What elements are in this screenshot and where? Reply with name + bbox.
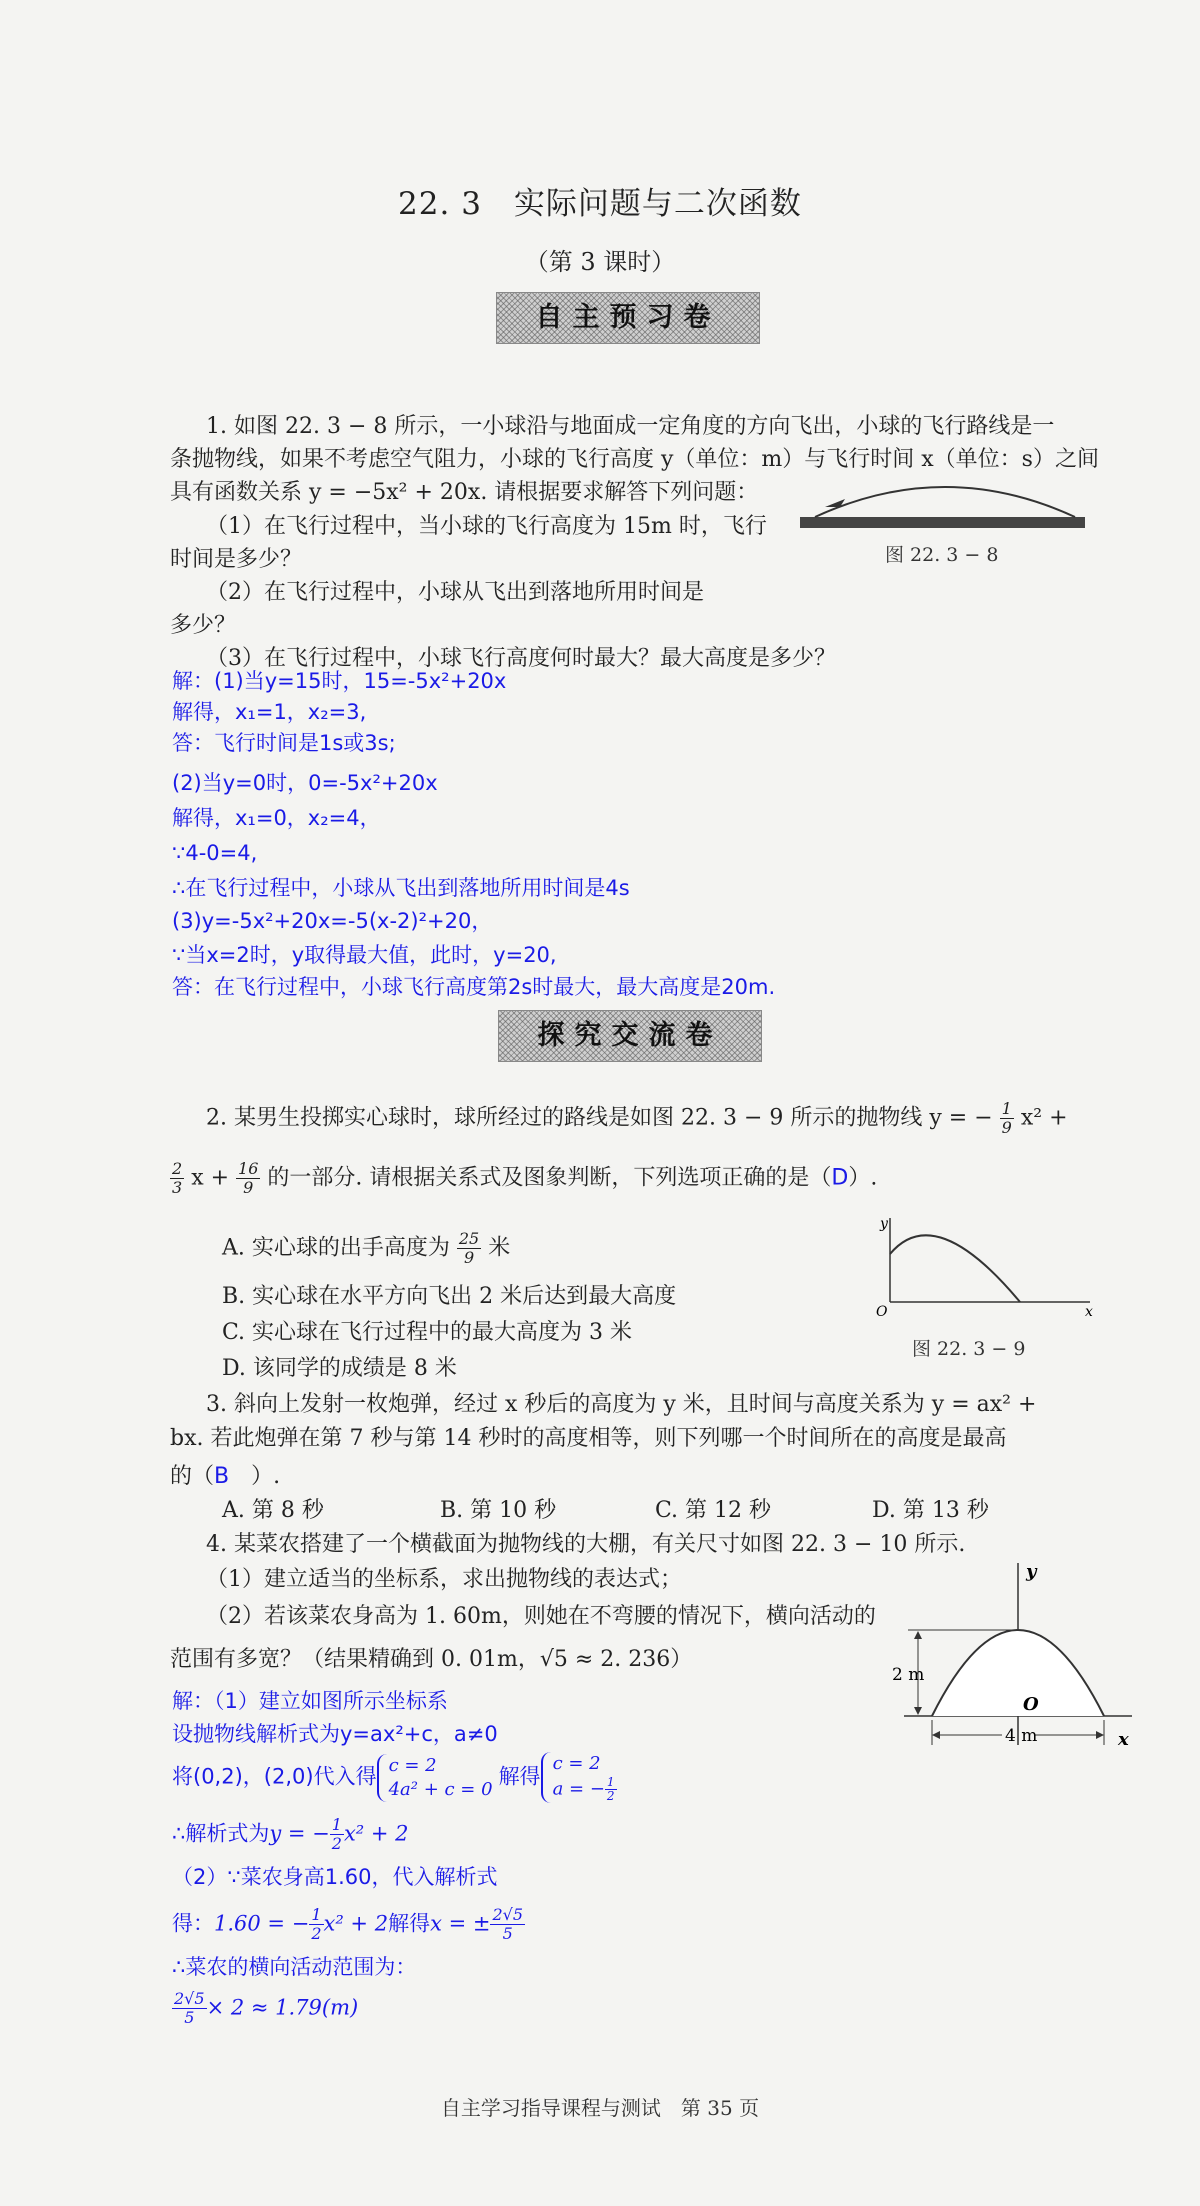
q1-part1-b: 时间是多少？ xyxy=(170,547,303,572)
answer4-line-6-tail: x² + 2 xyxy=(323,1911,389,1936)
figure-10-width-label: 4 m xyxy=(1005,1726,1038,1746)
q2-line-2 xyxy=(170,1160,877,1197)
page-footer: 自主学习指导课程与测试 第 35 页 xyxy=(440,2096,760,2120)
q3-line-3-end: ）. xyxy=(251,1464,281,1489)
q2-line-1 xyxy=(206,1100,1068,1137)
answer4-line-6-frac xyxy=(309,1906,323,1943)
q2-option-d: D. 该同学的成绩是 8 米 xyxy=(222,1356,457,1381)
q2-frac-3-num: 16 xyxy=(238,1159,259,1178)
q3-line-3 xyxy=(170,1462,280,1492)
answer4-line-4-text: ∴解析式为 xyxy=(172,1821,270,1846)
q2-line-1-text: 2. 某男生投掷实心球时，球所经过的路线是如图 22. 3 − 9 所示的抛物线 y = − xyxy=(206,1105,993,1131)
figure-caption-22-3-9: 图 22. 3 − 9 xyxy=(912,1338,1026,1360)
answer4-line-3 xyxy=(172,1752,623,1803)
height-arrow-down-icon xyxy=(914,1707,922,1715)
answer4-line-6-num: 1 xyxy=(311,1905,322,1924)
answer4-line-6-solve: 解得 xyxy=(388,1911,431,1936)
q1-part1-a: （1）在飞行过程中，当小球的飞行高度为 15m 时，飞行 xyxy=(206,514,767,539)
q2-option-a-den: 9 xyxy=(463,1248,475,1267)
answer4-system-1 xyxy=(377,1754,499,1802)
q1-part2-a: （2）在飞行过程中，小球从飞出到落地所用时间是 xyxy=(206,580,704,605)
flight-arc xyxy=(815,487,1075,517)
answer1-line-4: (2)当y=0时，0=-5x²+20x xyxy=(172,771,438,795)
trajectory-curve xyxy=(890,1235,1020,1302)
figure-10-origin-label: O xyxy=(1023,1694,1039,1715)
q3-option-a: A. 第 8 秒 xyxy=(222,1498,324,1523)
ground-bar xyxy=(800,517,1085,528)
q2-frac-1-num: 1 xyxy=(1001,1099,1012,1118)
section-banner-preview: 自主预习卷 xyxy=(496,292,760,344)
answer4-line-8-den: 5 xyxy=(184,2008,195,2027)
q4-line-1: 4. 某菜农搭建了一个横截面为抛物线的大棚，有关尺寸如图 22. 3 − 10 所示. xyxy=(206,1532,966,1557)
answer4-line-4-frac xyxy=(330,1816,344,1853)
answer1-line-2: 解得，x₁=1，x₂=3, xyxy=(172,700,367,724)
system-2-frac xyxy=(605,1776,617,1803)
figure-9-y-label: y xyxy=(880,1216,888,1232)
answer4-line-6-den-2: 5 xyxy=(502,1924,513,1943)
q1-line-3: 具有函数关系 y = −5x² + 20x. 请根据要求解答下列问题： xyxy=(170,480,759,505)
q2-line-1-tail: x² + xyxy=(1020,1105,1068,1131)
q3-option-c: C. 第 12 秒 xyxy=(655,1498,772,1523)
system-2-frac-num: 1 xyxy=(606,1775,615,1789)
answer4-line-4-den: 2 xyxy=(331,1834,342,1853)
q2-option-a-num: 25 xyxy=(458,1229,480,1248)
q2-line-2-text: 的一部分. 请根据关系式及图象判断，下列选项正确的是（ xyxy=(267,1165,832,1191)
q2-option-a-unit: 米 xyxy=(488,1235,511,1261)
figure-22-3-8 xyxy=(795,475,1090,535)
q4-part2-b: 范围有多宽？（结果精确到 0. 01m，√5 ≈ 2. 236） xyxy=(170,1647,693,1672)
q4-part2-a: （2）若该菜农身高为 1. 60m，则她在不弯腰的情况下，横向活动的 xyxy=(206,1604,876,1629)
answer1-line-8: (3)y=-5x²+20x=-5(x-2)²+20， xyxy=(172,909,493,933)
q2-option-a-frac xyxy=(457,1230,481,1267)
section-banner-explore: 探究交流卷 xyxy=(498,1010,762,1062)
answer1-line-10: 答：在飞行过程中，小球飞行高度第2s时最大，最大高度是20m. xyxy=(172,975,776,999)
system-2-row-1: c = 2 xyxy=(552,1753,601,1774)
q1-line-2: 条抛物线，如果不考虑空气阻力，小球的飞行高度 y（单位：m）与飞行时间 x（单位：s）之间 xyxy=(170,447,1099,472)
figure-22-3-10 xyxy=(890,1555,1140,1750)
answer4-line-6-num-2: 2√5 xyxy=(492,1905,524,1924)
answer4-line-6-eq: 1.60 = − xyxy=(214,1911,310,1936)
answer4-line-6 xyxy=(172,1906,525,1943)
q2-frac-2 xyxy=(170,1160,184,1197)
answer1-line-5: 解得，x₁=0，x₂=4， xyxy=(172,806,381,830)
q2-frac-3-den: 9 xyxy=(243,1178,254,1197)
q2-option-b: B. 实心球在水平方向飞出 2 米后达到最大高度 xyxy=(222,1284,677,1309)
answer1-line-7: ∴在飞行过程中，小球从飞出到落地所用时间是4s xyxy=(172,876,630,900)
q2-frac-1-den: 9 xyxy=(1001,1118,1012,1137)
answer4-line-3-solve: 解得 xyxy=(498,1764,541,1789)
answer4-line-8-tail: × 2 ≈ 1.79(m) xyxy=(206,1995,359,2020)
answer4-line-6-den: 2 xyxy=(311,1924,322,1943)
q3-option-d: D. 第 13 秒 xyxy=(872,1498,989,1523)
answer4-line-8-num: 2√5 xyxy=(174,1989,205,2008)
figure-10-height-label: 2 m xyxy=(892,1665,925,1685)
q2-frac-2-den: 3 xyxy=(172,1178,183,1197)
answer4-line-4 xyxy=(172,1816,409,1853)
answer1-line-1: 解：(1)当y=15时，15=-5x²+20x xyxy=(172,669,507,693)
answer1-line-3: 答：飞行时间是1s或3s; xyxy=(172,731,396,755)
q2-line-2-mid: x + xyxy=(191,1165,230,1191)
figure-10-y-label: y xyxy=(1026,1561,1037,1582)
q2-line-2-end: ）. xyxy=(848,1165,878,1191)
height-arrow-up-icon xyxy=(914,1631,922,1639)
answer4-line-3-text: 将(0,2)，(2,0)代入得 xyxy=(172,1764,377,1789)
answer4-line-2: 设抛物线解析式为y=ax²+c，a≠0 xyxy=(172,1722,498,1746)
answer4-line-6-x: x = ± xyxy=(430,1911,491,1936)
q2-answer: D xyxy=(831,1165,849,1191)
q2-option-c: C. 实心球在飞行过程中的最大高度为 3 米 xyxy=(222,1320,633,1345)
figure-9-origin-label: O xyxy=(876,1304,888,1320)
q2-frac-2-num: 2 xyxy=(172,1159,183,1178)
answer4-line-4-tail: x² + 2 xyxy=(343,1821,409,1846)
lesson-subtitle: （第 3 课时） xyxy=(524,248,676,276)
system-1-row-2: 4a² + c = 0 xyxy=(388,1778,493,1800)
q2-frac-3 xyxy=(236,1160,260,1197)
answer1-line-6: ∵4-0=4, xyxy=(172,841,258,865)
answer1-line-9: ∵当x=2时，y取得最大值，此时，y=20, xyxy=(172,943,557,967)
answer4-line-6-text: 得： xyxy=(172,1911,214,1936)
answer4-line-1: 解：（1）建立如图所示坐标系 xyxy=(172,1689,448,1713)
q4-part1: （1）建立适当的坐标系，求出抛物线的表达式； xyxy=(206,1567,682,1592)
greenhouse-arc xyxy=(932,1630,1104,1716)
q1-part2-b: 多少？ xyxy=(170,613,237,638)
answer4-line-4-num: 1 xyxy=(331,1815,342,1834)
system-2-row-2: a = − xyxy=(552,1778,605,1800)
q3-line-1: 3. 斜向上发射一枚炮弹，经过 x 秒后的高度为 y 米，且时间与高度关系为 y = ax² + xyxy=(206,1392,1037,1417)
q1-part3: （3）在飞行过程中，小球飞行高度何时最大？最大高度是多少？ xyxy=(206,646,836,671)
q2-option-a xyxy=(222,1230,510,1267)
answer4-line-6-frac-2 xyxy=(490,1906,525,1943)
answer4-line-8-frac xyxy=(172,1990,207,2027)
system-1-row-1: c = 2 xyxy=(388,1754,437,1776)
answer4-line-4-eq: y = − xyxy=(269,1821,330,1846)
answer4-system-2 xyxy=(541,1752,623,1803)
figure-9-x-label: x xyxy=(1085,1304,1093,1320)
answer4-line-5: （2）∵菜农身高1.60，代入解析式 xyxy=(172,1865,498,1889)
q2-option-a-text: A. 实心球的出手高度为 xyxy=(222,1235,450,1261)
q3-line-2: bx. 若此炮弹在第 7 秒与第 14 秒时的高度相等，则下列哪一个时间所在的高度是最高 xyxy=(170,1426,1007,1451)
q3-answer: B xyxy=(214,1464,230,1489)
answer4-line-8 xyxy=(172,1990,358,2027)
figure-10-x-label: x xyxy=(1118,1729,1129,1750)
q2-frac-1 xyxy=(1000,1100,1014,1137)
width-arrow-right-icon xyxy=(1096,1731,1104,1739)
figure-caption-22-3-8: 图 22. 3 − 8 xyxy=(885,544,999,566)
page-title: 22. 3 实际问题与二次函数 xyxy=(398,186,802,222)
figure-22-3-9 xyxy=(860,1210,1100,1320)
answer4-line-7: ∴菜农的横向活动范围为： xyxy=(172,1955,417,1979)
q1-line-1: 1. 如图 22. 3 − 8 所示，一小球沿与地面成一定角度的方向飞出，小球的飞行路线是一 xyxy=(206,414,1055,439)
q3-option-b: B. 第 10 秒 xyxy=(440,1498,557,1523)
q3-line-3-start: 的（ xyxy=(170,1464,215,1489)
system-2-frac-den: 2 xyxy=(606,1789,615,1803)
width-arrow-left-icon xyxy=(932,1731,940,1739)
